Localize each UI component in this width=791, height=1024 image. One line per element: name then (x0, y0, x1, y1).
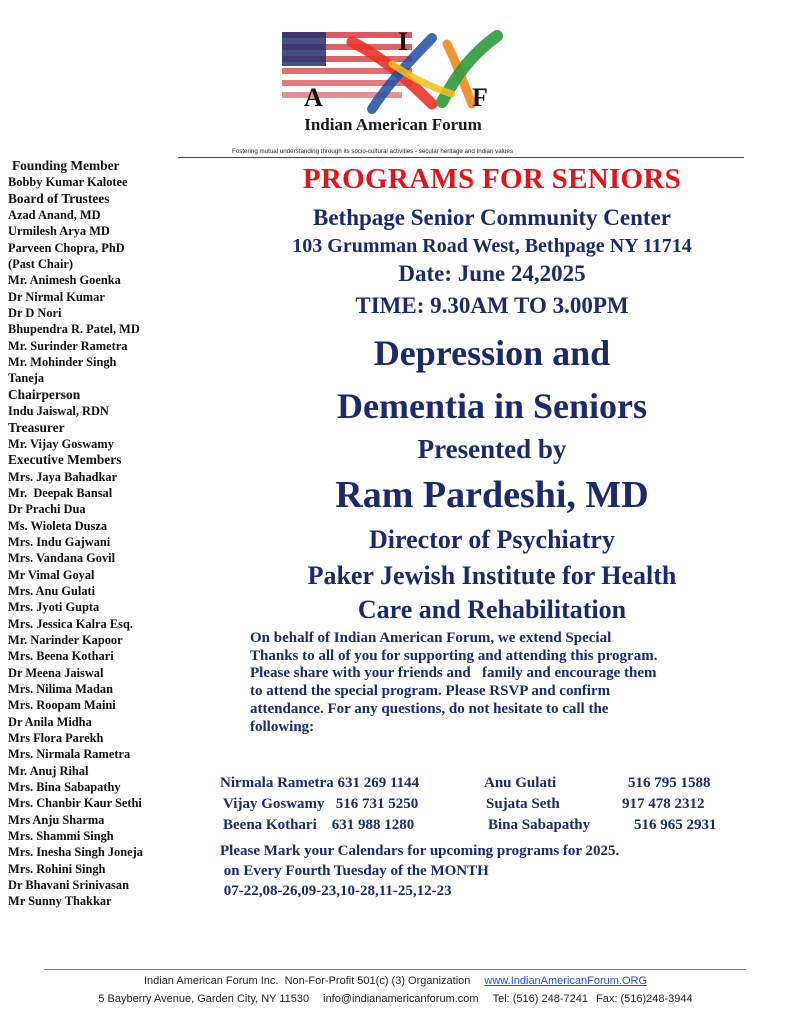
message-line: Please share with your friends and family and encourage them (250, 665, 657, 682)
sidebar-member-name: Bhupendra R. Patel, MD (8, 322, 140, 337)
sidebar-member-name: Dr Nirmal Kumar (8, 289, 105, 304)
contact-name: Bina Sabapathy (488, 817, 591, 833)
logo-graphic (282, 24, 504, 136)
sidebar-member-name: Mrs. Rohini Singh (8, 861, 106, 876)
topic-line-1: Depression and (373, 333, 611, 373)
sidebar-member-name: Mrs. Nilima Madan (8, 682, 113, 696)
sidebar-member-name: Mrs. Jessica Kalra Esq. (8, 616, 133, 631)
sidebar-member-name: Mr. Deepak Bansal (8, 485, 113, 500)
message-line: to attend the special program. Please RSVP and confirm (250, 683, 611, 700)
footer-address: 5 Bayberry Avenue, Garden City, NY 11530 (98, 993, 310, 1005)
calendar-notice (220, 841, 619, 901)
sidebar-member-name: Azad Anand, MD (8, 208, 101, 223)
sidebar-member-name: Mrs. Roopam Maini (8, 698, 116, 713)
sidebar-member-name: Mr. Anuj Rihal (8, 763, 89, 778)
sidebar-member-name: Mrs. Indu Gajwani (8, 534, 111, 549)
footer-fax: Fax: (516)248-3944 (596, 993, 693, 1005)
sidebar-section-heading: Chairperson (8, 386, 81, 402)
tagline: Fostering mutual understanding through its socio-cultural activities - secular heritage and Indian values (232, 148, 513, 155)
presenter-title: Director of Psychiatry (369, 525, 615, 554)
event-time: TIME: 9.30AM TO 3.00PM (355, 293, 629, 318)
footer-tel: Tel: (516) 248-7241 (492, 993, 588, 1005)
sidebar-section-heading: Founding Member (12, 158, 120, 173)
sidebar-member-name: Mrs. Vandana Govil (8, 551, 116, 566)
footer-org: Indian American Forum Inc. Non-For-Profit 501(c) (3) Organization (143, 975, 471, 987)
sidebar-section-heading: Treasurer (8, 419, 65, 435)
iaf-logo (282, 24, 504, 136)
sidebar-member-list (8, 158, 180, 910)
contact-phone: 516 795 1588 (628, 775, 711, 791)
footer-website-link[interactable]: www.IndianAmericanForum.ORG (484, 975, 648, 987)
sidebar-member-name: Mrs. Jyoti Gupta (8, 600, 100, 615)
logo-org-name: Indian American Forum (304, 115, 482, 134)
sidebar-member-name: Mr. Animesh Goenka (8, 273, 121, 288)
footer-line-1 (0, 975, 791, 987)
calendar-line: on Every Fourth Tuesday of the MONTH (220, 863, 489, 879)
sidebar-member-name: Mr. Mohinder Singh (8, 355, 117, 370)
sidebar-member-name: Mrs Flora Parekh (8, 731, 104, 746)
sidebar-member-name: (Past Chair) (8, 257, 74, 272)
sidebar-member-name: Parveen Chopra, PhD (8, 240, 125, 255)
sidebar-member-name: Mrs. Beena Kothari (8, 649, 114, 664)
sidebar-member-name: Mr Sunny Thakkar (8, 894, 112, 909)
sidebar-member-name: Mr Vimal Goyal (8, 567, 95, 582)
sidebar-member-name: Dr D Nori (8, 306, 62, 321)
sidebar-member-name: Mrs. Nirmala Rametra (8, 747, 131, 762)
venue-address: 103 Grumman Road West, Bethpage NY 11714 (292, 235, 692, 257)
contact-name-phone: Vijay Goswamy 516 731 5250 (223, 796, 419, 812)
message-line: following: (250, 718, 315, 735)
contact-name: Anu Gulati (484, 775, 557, 791)
sidebar-member-name: Mrs. Chanbir Kaur Sethi (8, 796, 142, 811)
sidebar-member-name: Mrs. Inesha Singh Joneja (8, 845, 143, 860)
contact-phone: 917 478 2312 (622, 796, 705, 812)
institute-line-1: Paker Jewish Institute for Health (307, 561, 677, 590)
sidebar-member-name: Taneja (8, 371, 45, 386)
topic-line-2: Dementia in Seniors (337, 386, 647, 426)
sidebar-member-name: Urmilesh Arya MD (8, 224, 110, 239)
contact-name-phone: Nirmala Rametra 631 269 1144 (220, 775, 420, 791)
presenter-name: Ram Pardeshi, MD (335, 474, 649, 516)
program-title: PROGRAMS FOR SENIORS (302, 163, 682, 195)
message-line: Thanks to all of you for supporting and attending this program. (250, 647, 658, 664)
footer-email[interactable]: info@indianamericanforum.com (323, 993, 479, 1005)
sidebar-member-name: Mrs Anju Sharma (8, 812, 105, 827)
footer-divider (44, 969, 746, 970)
sidebar-member-name: Mrs. Shammi Singh (8, 829, 114, 844)
sidebar-member-name: Dr Bhavani Srinivasan (8, 878, 129, 893)
presented-by: Presented by (417, 434, 567, 464)
logo-letter-i: I (398, 27, 409, 56)
sidebar-member-name: Mrs. Anu Gulati (8, 583, 96, 598)
calendar-line: 07-22,08-26,09-23,10-28,11-25,12-23 (220, 883, 452, 899)
message-line: On behalf of Indian American Forum, we extend Special (250, 630, 612, 646)
sidebar-section-heading: Board of Trustees (8, 190, 110, 206)
sidebar-member-name: Bobby Kumar Kalotee (8, 175, 128, 190)
thank-you-message (250, 630, 760, 736)
sidebar-member-name: Dr Anila Midha (8, 714, 92, 729)
contact-phone: 516 965 2931 (634, 817, 717, 833)
sidebar-section-heading: Executive Members (8, 452, 122, 468)
logo-letter-a: A (304, 83, 323, 112)
calendar-line: Please Mark your Calendars for upcoming programs for 2025. (220, 843, 620, 859)
message-line: attendance. For any questions, do not hesitate to call the (250, 700, 609, 717)
sidebar-member-name: Indu Jaiswal, RDN (8, 404, 109, 419)
sidebar-member-name: Mr. Narinder Kapoor (8, 632, 123, 647)
top-divider (178, 157, 744, 158)
sidebar-member-name: Mrs. Bina Sabapathy (8, 780, 121, 795)
sidebar-member-name: Ms. Wioleta Dusza (8, 518, 108, 533)
sidebar-member-name: Mrs. Jaya Bahadkar (8, 469, 118, 484)
sidebar-member-name: Dr Meena Jaiswal (8, 665, 104, 680)
event-date: Date: June 24,2025 (398, 261, 586, 286)
contact-name: Sujata Seth (486, 796, 560, 812)
sidebar-member-name: Mr. Vijay Goswamy (8, 436, 114, 451)
sidebar-member-name: Dr Prachi Dua (8, 502, 86, 517)
institute-line-2: Care and Rehabilitation (357, 595, 627, 624)
footer-line-2 (0, 993, 791, 1005)
venue-name: Bethpage Senior Community Center (313, 205, 671, 230)
logo-letter-f: F (472, 83, 488, 112)
sidebar-member-name: Mr. Surinder Rametra (8, 338, 128, 353)
contact-name-phone: Beena Kothari 631 988 1280 (223, 817, 415, 833)
